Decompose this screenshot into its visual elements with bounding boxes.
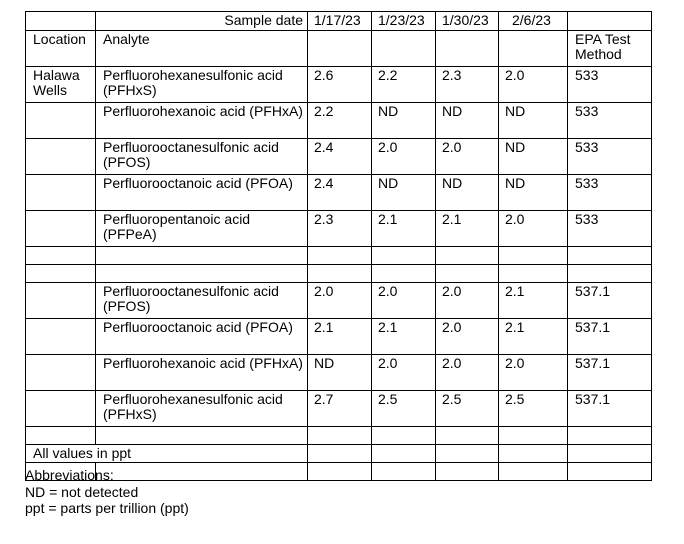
blank-cell [436,463,499,481]
blank-cell [308,463,372,481]
blank-cell [26,12,96,31]
value-cell: 2.0 [499,355,568,391]
method-header: EPA Test Method [568,31,652,67]
value-cell: 2.1 [436,211,499,247]
location-header: Location [26,31,96,67]
date-header-row [26,12,652,31]
value-cell: 2.3 [436,67,499,103]
table-row [26,139,652,175]
blank-cell [436,247,499,265]
value-cell: 2.1 [308,319,372,355]
analyte-cell: Perfluorohexanoic acid (PFHxA) [96,355,308,391]
value-cell: 2.7 [308,391,372,427]
table-row [26,211,652,247]
method-cell: 533 [568,139,652,175]
blank-cell [568,265,652,283]
analyte-cell: Perfluorohexanoic acid (PFHxA) [96,103,308,139]
value-cell: 2.0 [436,283,499,319]
value-cell: 2.1 [372,319,436,355]
method-cell: 533 [568,211,652,247]
value-cell: 2.1 [499,283,568,319]
analyte-cell: Perfluorohexanesulfonic acid (PFHxS) [96,67,308,103]
blank-cell [568,445,652,463]
abbreviation-item: ND = not detected [25,483,139,500]
value-cell: 2.1 [499,319,568,355]
blank-cell [436,445,499,463]
units-note-row [26,445,652,463]
table-row [26,103,652,139]
blank-cell [308,445,372,463]
value-cell: ND [372,175,436,211]
blank-cell [96,427,308,445]
analyte-cell: Perfluorooctanoic acid (PFOA) [96,175,308,211]
table-row [26,283,652,319]
analyte-cell: Perfluoropentanoic acid (PFPeA) [96,211,308,247]
blank-cell [568,12,652,31]
table-row [26,391,652,427]
empty-row [26,247,652,265]
value-cell: 2.5 [499,391,568,427]
table-row [26,67,652,103]
blank-cell [499,31,568,67]
analyte-cell: Perfluorooctanesulfonic acid (PFOS) [96,139,308,175]
method-cell: 537.1 [568,391,652,427]
analyte-cell: Perfluorohexanesulfonic acid (PFHxS) [96,391,308,427]
date-header: 1/30/23 [436,12,499,31]
blank-cell [436,265,499,283]
blank-cell [308,265,372,283]
blank-cell [372,463,436,481]
method-cell: 537.1 [568,283,652,319]
location-cell: Halawa Wells [26,67,96,103]
value-cell: 2.0 [436,139,499,175]
blank-cell [436,31,499,67]
blank-cell [372,265,436,283]
units-note: All values in ppt [26,445,308,463]
blank-cell [499,265,568,283]
value-cell: 2.0 [436,319,499,355]
blank-cell [568,247,652,265]
blank-cell [26,175,96,211]
value-cell: 2.0 [436,355,499,391]
abbreviation-item: ppt = parts per trillion (ppt) [25,500,189,516]
blank-cell [96,265,308,283]
value-cell: 2.2 [308,103,372,139]
blank-cell [436,427,499,445]
analyte-header: Analyte [96,31,308,67]
method-cell: 533 [568,67,652,103]
blank-cell [26,103,96,139]
value-cell: 2.5 [372,391,436,427]
table-row [26,175,652,211]
value-cell: ND [436,103,499,139]
blank-cell [499,445,568,463]
value-cell: 2.3 [308,211,372,247]
value-cell: ND [499,139,568,175]
method-cell: 537.1 [568,319,652,355]
date-header: 1/17/23 [308,12,372,31]
blank-cell [26,427,96,445]
value-cell: 2.0 [499,211,568,247]
abbreviations-block [25,467,189,517]
blank-cell [26,319,96,355]
value-cell: ND [499,103,568,139]
value-cell: ND [308,355,372,391]
date-header: 2/6/23 [499,12,568,31]
table-row [26,355,652,391]
value-cell: 2.0 [372,283,436,319]
blank-cell [372,31,436,67]
blank-cell [372,427,436,445]
value-cell: 2.0 [372,355,436,391]
value-cell: 2.2 [372,67,436,103]
sample-date-label: Sample date [96,12,308,31]
blank-cell [26,283,96,319]
results-table [25,11,652,481]
analyte-cell: Perfluorooctanesulfonic acid (PFOS) [96,283,308,319]
blank-cell [499,427,568,445]
blank-cell [568,427,652,445]
value-cell: 2.4 [308,175,372,211]
blank-cell [499,247,568,265]
method-cell: 533 [568,175,652,211]
date-header: 1/23/23 [372,12,436,31]
blank-cell [26,265,96,283]
value-cell: 2.0 [499,67,568,103]
value-cell: 2.6 [308,67,372,103]
value-cell: 2.5 [436,391,499,427]
blank-cell [26,355,96,391]
table-row [26,319,652,355]
blank-cell [372,445,436,463]
method-cell: 537.1 [568,355,652,391]
blank-cell [96,247,308,265]
blank-cell [308,427,372,445]
blank-cell [26,139,96,175]
value-cell: ND [372,103,436,139]
blank-cell [26,247,96,265]
blank-cell [372,247,436,265]
column-header-row [26,31,652,67]
blank-cell [568,463,652,481]
blank-cell [308,31,372,67]
value-cell: 2.4 [308,139,372,175]
value-cell: 2.0 [308,283,372,319]
value-cell: ND [436,175,499,211]
blank-cell [26,391,96,427]
empty-row [26,427,652,445]
blank-cell [308,247,372,265]
blank-cell [26,211,96,247]
blank-cell [499,463,568,481]
method-cell: 533 [568,103,652,139]
value-cell: 2.1 [372,211,436,247]
empty-row [26,265,652,283]
abbreviations-title: Abbreviations: [25,467,114,483]
value-cell: ND [499,175,568,211]
value-cell: 2.0 [372,139,436,175]
analyte-cell: Perfluorooctanoic acid (PFOA) [96,319,308,355]
